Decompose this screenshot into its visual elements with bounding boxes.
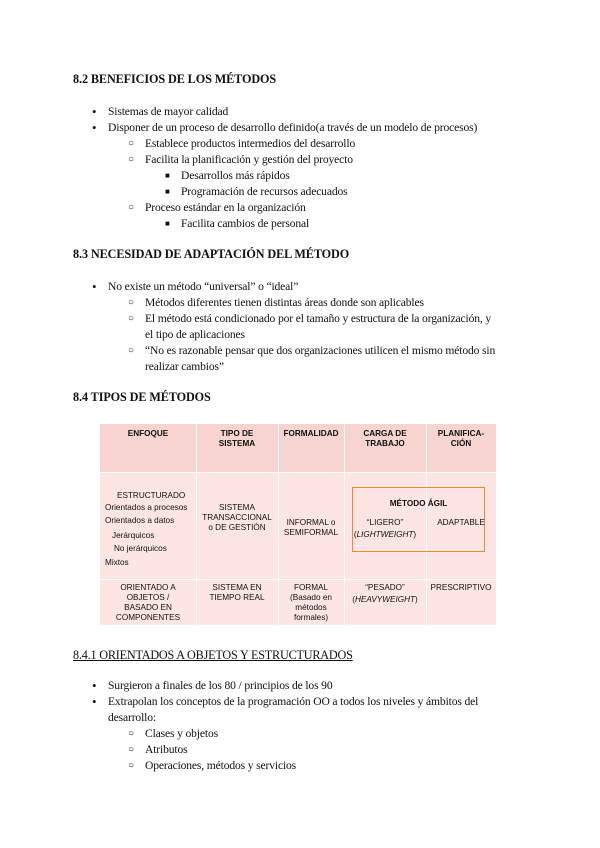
cell-formalidad-line: formales) <box>293 613 329 622</box>
cell-planificacion-prescriptivo: PRESCRIPTIVO <box>430 583 492 592</box>
table-divider <box>100 472 496 473</box>
cell-carga-ligero: “LIGERO” <box>366 518 404 527</box>
list-item: Atributos <box>145 743 188 756</box>
header-enfoque: ENFOQUE <box>127 429 169 438</box>
header-tipo-line1: TIPO DE <box>220 429 254 438</box>
bullet-circle: ○ <box>128 138 135 149</box>
cell-enfoque-sub: Jerárquicos <box>112 531 155 540</box>
list-item: Establece productos intermedios del desarrollo <box>145 137 356 150</box>
bullet-disc: • <box>92 678 97 693</box>
header-tipo-line2: SISTEMA <box>218 439 256 448</box>
list-item: Disponer de un proceso de desarrollo definido(a través de un modelo de procesos) <box>108 121 478 134</box>
cell-tipo-line: SISTEMA <box>219 503 255 512</box>
list-item: Sistemas de mayor calidad <box>108 105 229 118</box>
methods-table <box>100 424 496 625</box>
bullet-square: ■ <box>165 219 170 228</box>
list-item: Proceso estándar en la organización <box>145 201 306 214</box>
list-item: Extrapolan los conceptos de la programación OO a todos los niveles y ámbitos del <box>108 695 479 708</box>
cell-enfoque-sub: No jerárquicos <box>114 544 167 553</box>
list-item: Desarrollos más rápidos <box>181 169 290 182</box>
list-item: Métodos diferentes tienen distintas áreas donde son aplicables <box>145 296 424 309</box>
list-item: Programación de recursos adecuados <box>181 185 348 198</box>
cell-enfoque-oo-line: BASADO EN <box>124 603 172 612</box>
bullet-circle: ○ <box>128 154 135 165</box>
cell-carga-lightweight: (LIGHTWEIGHT) <box>353 530 417 539</box>
bullet-disc: • <box>92 279 97 294</box>
table-divider <box>100 579 496 580</box>
list-item-continuation: desarrollo: <box>108 711 156 724</box>
bullet-circle: ○ <box>128 313 135 324</box>
cell-enfoque-sub: Orientados a datos <box>105 516 175 525</box>
header-carga-line2: TRABAJO <box>365 439 405 448</box>
bullet-circle: ○ <box>128 760 135 771</box>
cell-formalidad-line: INFORMAL o <box>286 518 336 527</box>
cell-enfoque-sub: Mixtos <box>105 558 129 567</box>
bullet-circle: ○ <box>128 202 135 213</box>
list-item: Clases y objetos <box>145 727 218 740</box>
cell-carga-heavyweight: (HEAVYWEIGHT) <box>352 595 418 604</box>
bullet-disc: • <box>92 694 97 709</box>
bullet-disc: • <box>92 120 97 135</box>
cell-tipo-line: TIEMPO REAL <box>209 593 265 602</box>
section-heading-8-3: 8.3 NECESIDAD DE ADAPTACIÓN DEL MÉTODO <box>73 247 350 261</box>
cell-carga-pesado: “PESADO” <box>365 583 405 592</box>
cell-enfoque-sub: Orientados a procesos <box>105 503 188 512</box>
section-heading-8-4: 8.4 TIPOS DE MÉTODOS <box>73 390 211 404</box>
list-item: Facilita cambios de personal <box>181 217 310 230</box>
list-item: Operaciones, métodos y servicios <box>145 759 297 772</box>
cell-formalidad-line: FORMAL <box>293 583 329 592</box>
header-planificacion-line2: CIÓN <box>450 439 472 448</box>
section-heading-8-4-1: 8.4.1 ORIENTADOS A OBJETOS Y ESTRUCTURADOS <box>73 648 353 662</box>
cell-enfoque-oo-line: OBJETOS / <box>126 593 170 602</box>
list-item-continuation: el tipo de aplicaciones <box>145 328 245 341</box>
list-item-continuation: realizar cambios” <box>145 360 224 373</box>
cell-enfoque-estructurado: ESTRUCTURADO <box>117 491 186 500</box>
bullet-square: ■ <box>165 171 170 180</box>
bullet-circle: ○ <box>128 728 135 739</box>
cell-formalidad-line: SEMIFORMAL <box>283 528 339 537</box>
section-heading-8-2: 8.2 BENEFICIOS DE LOS MÉTODOS <box>73 72 277 86</box>
list-item: No existe un método “universal” o “ideal” <box>108 280 299 293</box>
bullet-circle: ○ <box>128 744 135 755</box>
metodo-agil-label: MÉTODO ÁGIL <box>389 499 448 508</box>
bullet-circle: ○ <box>128 345 135 356</box>
cell-tipo-line: SISTEMA EN <box>212 583 262 592</box>
list-item: Surgieron a finales de los 80 / principios de los 90 <box>108 679 333 692</box>
header-formalidad: FORMALIDAD <box>283 429 339 438</box>
list-item: Facilita la planificación y gestión del proyecto <box>145 153 353 166</box>
bullet-circle: ○ <box>128 297 135 308</box>
cell-formalidad-line: (Basado en <box>290 593 332 602</box>
bullet-square: ■ <box>165 187 170 196</box>
list-item: El método está condicionado por el tamaño y estructura de la organización, y <box>145 312 492 325</box>
cell-enfoque-oo-line: ORIENTADO A <box>120 583 176 592</box>
list-item: “No es razonable pensar que dos organizaciones utilicen el mismo método sin <box>145 344 496 357</box>
bullet-disc: • <box>92 104 97 119</box>
cell-formalidad-line: métodos <box>295 603 327 612</box>
cell-tipo-line: o DE GESTIÓN <box>208 523 266 532</box>
header-planificacion-line1: PLANIFICA- <box>437 429 485 438</box>
cell-planificacion-adaptable: ADAPTABLE <box>437 518 485 527</box>
header-carga-line1: CARGA DE <box>363 429 407 438</box>
cell-enfoque-oo-line: COMPONENTES <box>115 613 181 622</box>
cell-tipo-line: TRANSACCIONAL <box>202 513 272 522</box>
